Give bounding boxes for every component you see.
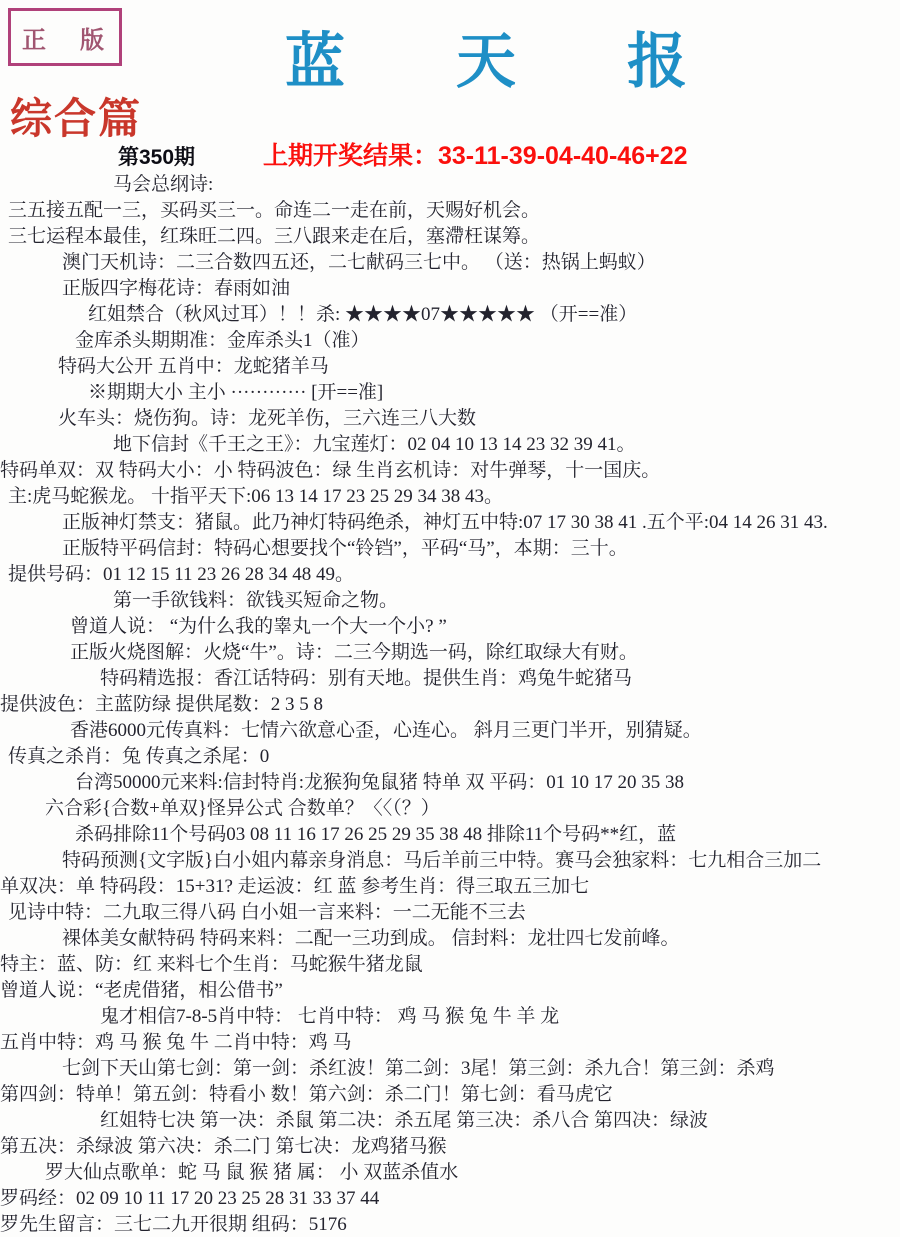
text-line: 正版神灯禁支：猪鼠。此乃神灯特码绝杀，神灯五中特:07 17 30 38 41 .五个平:04 14 26 31 43. bbox=[62, 512, 828, 533]
text-line: 七剑下天山第七剑：第一剑：杀红波！第二剑：3尾！第三剑：杀九合！第三剑：杀鸡 bbox=[62, 1058, 775, 1079]
text-line: 红姐特七决 第一决：杀鼠 第二决：杀五尾 第三决：杀八合 第四决：绿波 bbox=[100, 1110, 709, 1131]
text-line: 裸体美女献特码 特码来料：二配一三功到成。 信封料：龙壮四七发前峰。 bbox=[62, 928, 680, 949]
text-line: 红姐禁合（秋风过耳）！！杀: ★★★★07★★★★★ （开==准） bbox=[88, 304, 638, 325]
text-line: 五肖中特：鸡 马 猴 兔 牛 二肖中特：鸡 马 bbox=[0, 1032, 352, 1053]
text-line: 曾道人说：“老虎借猪，相公借书” bbox=[0, 980, 283, 1001]
text-line: 特码大公开 五肖中：龙蛇猪羊马 bbox=[58, 356, 329, 377]
text-line: 地下信封《千王之王》：九宝莲灯：02 04 10 13 14 23 32 39 41。 bbox=[113, 434, 636, 455]
text-line: 特主：蓝、防：红 来料七个生肖：马蛇猴牛猪龙鼠 bbox=[0, 954, 423, 975]
page-title: 蓝 天 报 bbox=[285, 29, 735, 95]
tips-text-block bbox=[0, 172, 900, 1237]
text-line: 罗码经：02 09 10 11 17 20 23 25 28 31 33 37 44 bbox=[0, 1188, 380, 1209]
text-line: 传真之杀肖：兔 传真之杀尾：0 bbox=[8, 746, 270, 767]
text-line: 罗大仙点歌单：蛇 马 鼠 猴 猪 属： 小 双蓝杀值水 bbox=[45, 1162, 459, 1183]
text-line: 火车头：烧伤狗。诗：龙死羊伤，三六连三八大数 bbox=[58, 408, 477, 429]
text-line: 杀码排除11个号码03 08 11 16 17 26 25 29 35 38 48 排除11个号码**红，蓝 bbox=[75, 824, 677, 845]
text-line: 特码单双：双 特码大小：小 特码波色：绿 生肖玄机诗：对牛弹琴，十一国庆。 bbox=[0, 460, 661, 481]
text-line: 特码精选报：香江话特码：别有天地。提供生肖：鸡兔牛蛇猪马 bbox=[100, 668, 633, 689]
text-line: 三五接五配一三，买码买三一。命连二一走在前，天赐好机会。 bbox=[8, 200, 541, 221]
text-line: 香港6000元传真料：七情六欲意心歪，心连心。 斜月三更门半开，别猜疑。 bbox=[70, 720, 702, 741]
text-line: 金库杀头期期准：金库杀头1（准） bbox=[75, 330, 370, 351]
text-line: 罗先生留言：三七二九开很期 组码：5176 bbox=[0, 1214, 347, 1235]
edition-badge: 正 版 bbox=[8, 8, 122, 66]
text-line: 第五决：杀绿波 第六决：杀二门 第七决：龙鸡猪马猴 bbox=[0, 1136, 447, 1157]
text-line: 六合彩{合数+单双}怪异公式 合数单？〈〈（？） bbox=[45, 798, 440, 819]
text-line: ※期期大小 主小 ············ [开==准] bbox=[88, 382, 384, 403]
text-line: 提供波色：主蓝防绿 提供尾数：2 3 5 8 bbox=[0, 694, 324, 715]
text-line: 单双决：单 特码段：15+31? 走运波：红 蓝 参考生肖：得三取五三加七 bbox=[0, 876, 590, 897]
text-line: 正版火烧图解：火烧“牛”。诗：二三今期选一码，除红取绿大有财。 bbox=[70, 642, 638, 663]
section-heading: 综合篇 bbox=[10, 97, 143, 143]
last-draw-result: 上期开奖结果：33-11-39-04-40-46+22 bbox=[263, 142, 688, 170]
text-line: 鬼才相信7-8-5肖中特： 七肖中特： 鸡 马 猴 兔 牛 羊 龙 bbox=[100, 1006, 560, 1027]
text-line: 曾道人说： “为什么我的睾丸一个大一个小? ” bbox=[70, 616, 447, 637]
text-line: 台湾50000元来料:信封特肖:龙猴狗兔鼠猪 特单 双 平码：01 10 17 20 35 38 bbox=[75, 772, 685, 793]
text-line: 特码预测{文字版}白小姐内幕亲身消息：马后羊前三中特。赛马会独家料：七九相合三加二 bbox=[62, 850, 822, 871]
text-line: 澳门天机诗：二三合数四五还，二七献码三七中。 （送：热锅上蚂蚁） bbox=[62, 252, 656, 273]
text-line: 第一手欲钱料：欲钱买短命之物。 bbox=[113, 590, 399, 611]
text-line: 马会总纲诗: bbox=[113, 174, 214, 195]
text-line: 第四剑：特单！第五剑：特看小 数！第六剑：杀二门！第七剑：看马虎它 bbox=[0, 1084, 613, 1105]
issue-number: 第350期 bbox=[118, 146, 196, 169]
text-line: 正版四字梅花诗：春雨如油 bbox=[62, 278, 291, 299]
text-line: 提供号码：01 12 15 11 23 26 28 34 48 49。 bbox=[8, 564, 355, 585]
text-line: 正版特平码信封：特码心想要找个“铃铛”，平码“马”，本期：三十。 bbox=[62, 538, 628, 559]
text-line: 主:虎马蛇猴龙。 十指平天下:06 13 14 17 23 25 29 34 38 43。 bbox=[8, 486, 504, 507]
text-line: 见诗中特：二九取三得八码 白小姐一言来料：一二无能不三去 bbox=[8, 902, 526, 923]
text-line: 三七运程本最佳，红珠旺二四。三八跟来走在后，塞滯枉谋筹。 bbox=[8, 226, 541, 247]
